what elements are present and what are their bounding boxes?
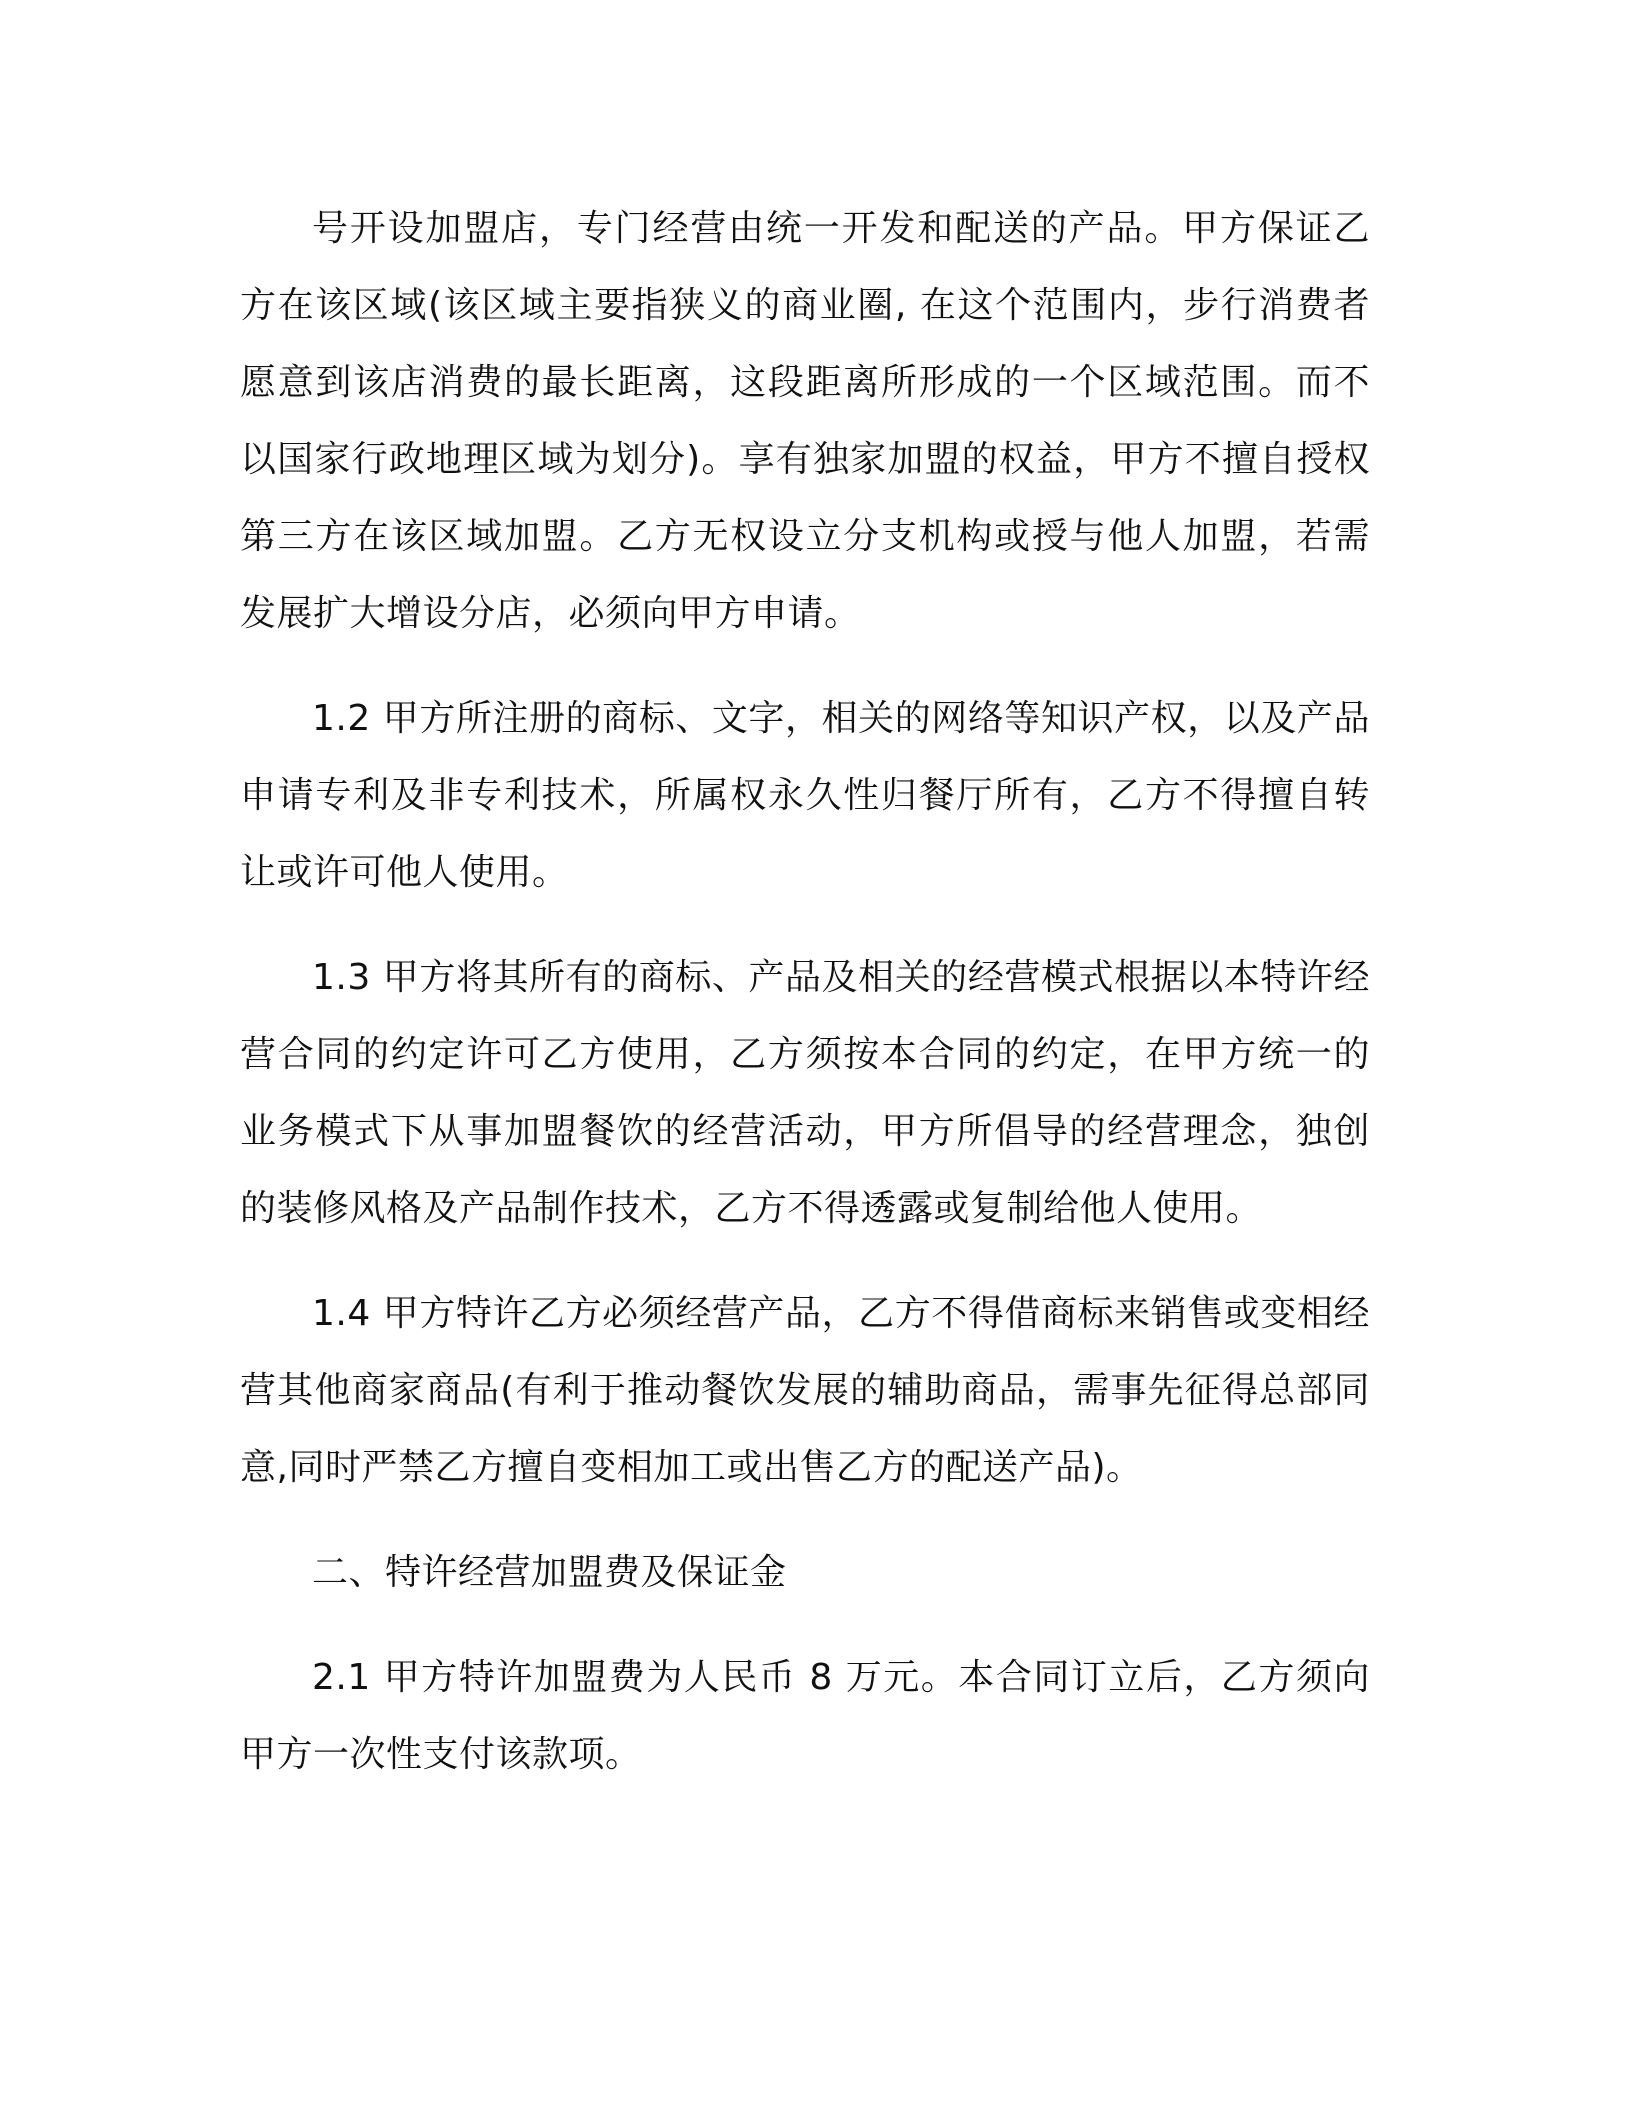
document-body — [240, 190, 1370, 1821]
section-heading-fees: 二、特许经营加盟费及保证金 — [312, 1552, 787, 1593]
paragraph-2-1-franchise-fee: 2.1 甲方特许加盟费为人民币 8 万元。本合同订立后，乙方须向甲方一次性支付该款项。 — [240, 1657, 1370, 1775]
paragraph-1-4-products: 1.4 甲方特许乙方必须经营产品，乙方不得借商标来销售或变相经营其他商家商品(有利于推动餐饮发展的辅助商品，需事先征得总部同意,同时严禁乙方擅自变相加工或出售乙方的配送产品)。 — [240, 1293, 1370, 1488]
paragraph-exclusive-territory: 号开设加盟店，专门经营由统一开发和配送的产品。甲方保证乙方在该区域(该区域主要指狭义的商业圈, 在这个范围内，步行消费者愿意到该店消费的最长距离，这段距离所形成的一个区域范围。而不以国家行政地理区域为划分)。享有独家加盟的权益，甲方不擅自授权第三方在该区域加盟。乙方无权设立分支机构或授与他人加盟，若需发展扩大增设分店，必须向甲方申请。 — [240, 208, 1370, 634]
paragraph-1-2-intellectual-property: 1.2 甲方所注册的商标、文字，相关的网络等知识产权，以及产品申请专利及非专利技术，所属权永久性归餐厅所有，乙方不得擅自转让或许可他人使用。 — [240, 698, 1370, 893]
paragraph-1-3-business-model: 1.3 甲方将其所有的商标、产品及相关的经营模式根据以本特许经营合同的约定许可乙方使用，乙方须按本合同的约定，在甲方统一的业务模式下从事加盟餐饮的经营活动，甲方所倡导的经营理念，独创的装修风格及产品制作技术，乙方不得透露或复制给他人使用。 — [240, 957, 1370, 1229]
